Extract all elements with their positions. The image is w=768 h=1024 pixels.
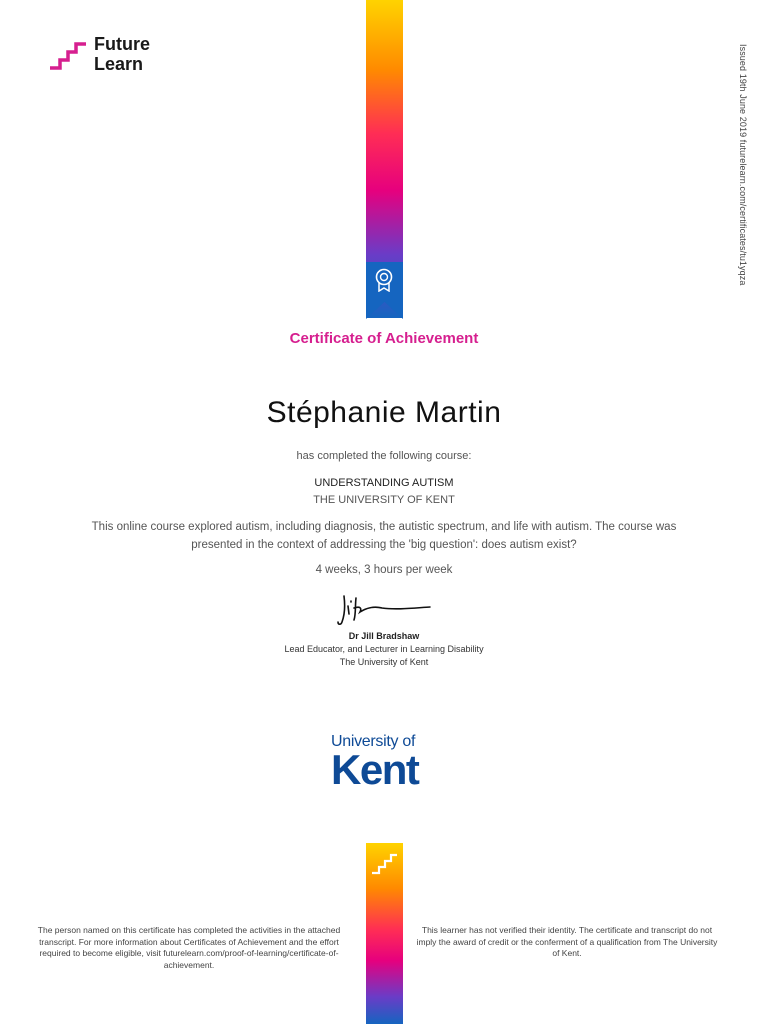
footer-note-left: The person named on this certificate has completed the activities in the attached transcript. For more information about Certificates of Achievement and the effort required to become eligible, visit futurelearn.com/proof-of-learning/certificate-of-achievement.: [37, 925, 341, 970]
logo-wordmark: [94, 34, 150, 74]
recipient-name: Stéphanie Martin: [266, 396, 502, 429]
futurelearn-logo: [48, 34, 150, 74]
course-name: UNDERSTANDING AUTISM: [314, 477, 454, 489]
course-duration: 4 weeks, 3 hours per week: [315, 564, 453, 576]
certificate-title: Certificate of Achievement: [289, 330, 479, 347]
issue-note: Issued 19th June 2019 futurelearn.com/certificates/tu1yqza: [738, 44, 748, 286]
signatory-title: Lead Educator, and Lecturer in Learning Disability: [284, 644, 484, 654]
signatory-name: Dr Jill Bradshaw: [348, 631, 420, 641]
stairs-icon: [48, 40, 88, 70]
logo-line-2: Learn: [94, 54, 144, 74]
kent-logo-line-1: University of: [331, 733, 416, 750]
completed-text: has completed the following course:: [296, 450, 472, 462]
kent-logo-line-2: Kent: [331, 746, 419, 793]
signature-image: [334, 592, 434, 628]
course-description: This online course explored autism, including diagnosis, the autistic spectrum, and life with autism. The course was presented in the context of addressing the 'big question': does autism exist?: [91, 521, 677, 551]
university-of-kent-logo: [331, 733, 437, 793]
bottom-ribbon: [366, 843, 403, 1024]
logo-line-1: Future: [94, 34, 150, 54]
award-medal-icon: [374, 268, 394, 292]
stairs-icon: [370, 849, 398, 877]
course-provider: THE UNIVERSITY OF KENT: [313, 494, 455, 506]
footer-note-right: This learner has not verified their identity. The certificate and transcript do not imply the award of credit or the conferment of a qualification from The University of Kent.: [416, 925, 718, 958]
signatory-organization: The University of Kent: [339, 657, 429, 667]
